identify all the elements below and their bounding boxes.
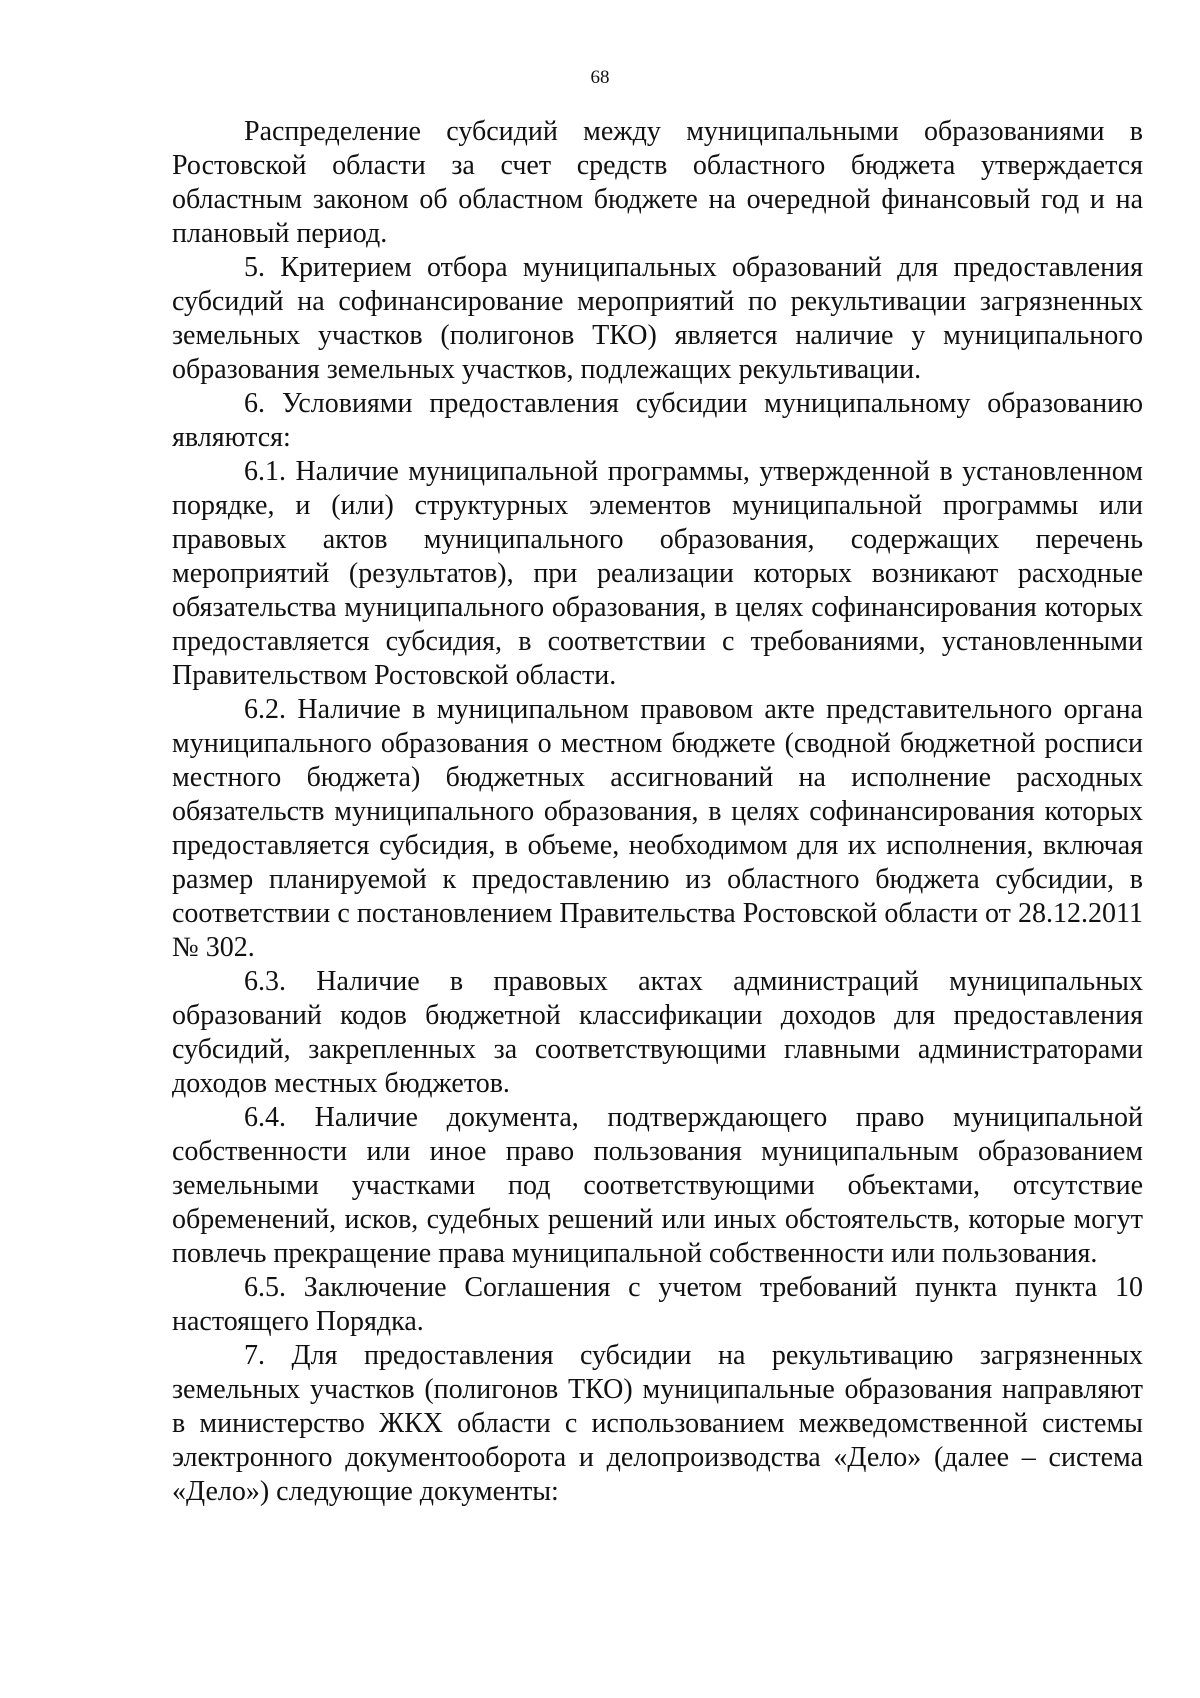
paragraph-5: 5. Критерием отбора муниципальных образований для предоставления субсидий на софинансирование мероприятий по рекультивации загрязненных земельных участков (полигонов ТКО) является наличие у муниципального образования земельных участков, подлежащих рекультивации. <box>172 252 1143 385</box>
paragraph-6-2: 6.2. Наличие в муниципальном правовом акте представительного органа муниципального образования о местном бюджете (сводной бюджетной росписи местного бюджета) бюджетных ассигнований на исполнение расходных обязательств муниципального образования, в целях софинансирования которых предоставляется субсидия, в объеме, необходимом для их исполнения, включая размер планируемой к предоставлению из областного бюджета субсидии, в соответствии с постановлением Правительства Ростовской области от 28.12.2011 № 302. <box>172 694 1143 963</box>
page-number: 68 <box>590 67 610 88</box>
paragraph-7: 7. Для предоставления субсидии на рекультивацию загрязненных земельных участков (полигонов ТКО) муниципальные образования направляют в министерство ЖКХ области с использованием межведомственной системы электронного документооборота и делопроизводства «Дело» (далее – система «Дело») следующие документы: <box>172 1340 1143 1507</box>
paragraph-6-4: 6.4. Наличие документа, подтверждающего право муниципальной собственности или иное право пользования муниципальным образованием земельными участками под соответствующими объектами, отсутствие обременений, исков, судебных решений или иных обстоятельств, которые могут повлечь прекращение права муниципальной собственности или пользования. <box>172 1102 1143 1269</box>
paragraph-6-1: 6.1. Наличие муниципальной программы, утвержденной в установленном порядке, и (или) структурных элементов муниципальной программы или правовых актов муниципального образования, содержащих перечень мероприятий (результатов), при реализации которых возникают расходные обязательства муниципального образования, в целях софинансирования которых предоставляется субсидия, в соответствии с требованиями, установленными Правительством Ростовской области. <box>172 456 1143 691</box>
document-body <box>172 115 1143 1509</box>
paragraph-6-3: 6.3. Наличие в правовых актах администраций муниципальных образований кодов бюджетной классификации доходов для предоставления субсидий, закрепленных за соответствующими главными администраторами доходов местных бюджетов. <box>172 966 1143 1099</box>
paragraph-6: 6. Условиями предоставления субсидии муниципальному образованию являются: <box>172 388 1143 453</box>
paragraph-distribution: Распределение субсидий между муниципальными образованиями в Ростовской области за счет средств областного бюджета утверждается областным законом об областном бюджете на очередной финансовый год и на плановый период. <box>172 116 1143 249</box>
paragraph-6-5: 6.5. Заключение Соглашения с учетом требований пункта пункта 10 настоящего Порядка. <box>172 1272 1143 1337</box>
